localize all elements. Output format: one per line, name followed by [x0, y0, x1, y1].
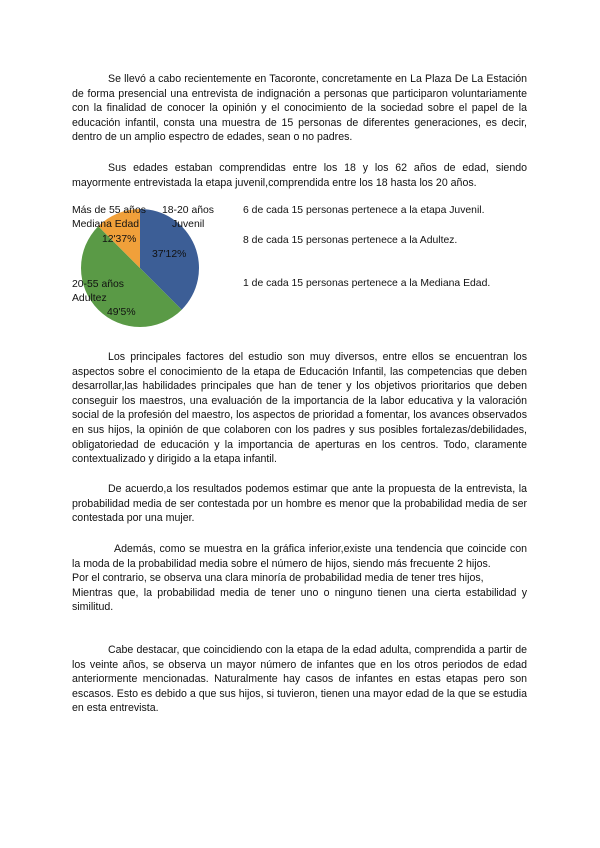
- ages-paragraph: Sus edades estaban comprendidas entre los 18 y los 62 años de edad, siendo mayormente entrevistada la etapa juvenil,comprendida entre los 18 hasta los 20 años.: [72, 162, 527, 189]
- children-line-2: Por el contrario, se observa una clara minoría de probabilidad media de tener tres hijos,: [72, 572, 484, 585]
- children-paragraph: [72, 542, 527, 615]
- intro-paragraph: Se llevó a cabo recientemente en Tacoronte, concretamente en La Plaza De La Estación de forma presencial una entrevista de indignación a personas que participaron voluntariamente con la finalidad de conocer la opinión y el conocimiento de la sociedad sobre el papel de la educación infantil, consta una muestra de 15 personas de diferentes generaciones, es decir, dentro de un amplio espectro de edades, sean o no padres.: [72, 73, 527, 144]
- label-adul-pct: 49'5%: [107, 307, 136, 318]
- note-mediana-edad: 1 de cada 15 personas pertenece a la Mediana Edad.: [243, 278, 491, 289]
- conclusion-paragraph: Cabe destacar, que coincidiendo con la etapa de la edad adulta, comprendida a partir de los veinte años, se observa un mayor número de infantes que en los otros periodos de edad anteriormente mencionadas. Naturalmente hay casos de infantes en estas etapas pero son escasos. Esto es debido a que sus hijos, si tuvieron, tienen una mayor edad de la que se estudia en esta entrevista.: [72, 644, 527, 715]
- label-mas55-line2: Mediana Edad: [72, 219, 140, 230]
- label-juv-pct: 37'12%: [152, 249, 187, 260]
- children-line-1: Además, como se muestra en la gráfica inferior,existe una tendencia que coincide con la moda de la probabilidad media sobre el número de hijos, siendo más frecuente 2 hijos.: [72, 543, 527, 570]
- label-adul-line2: Adultez: [72, 293, 107, 304]
- note-adultez: 8 de cada 15 personas pertenece a la Adultez.: [243, 235, 458, 246]
- label-mas55-pct: 12'37%: [102, 234, 137, 245]
- label-mas55-line1: Más de 55 años: [72, 205, 146, 216]
- results-paragraph: De acuerdo,a los resultados podemos estimar que ante la propuesta de la entrevista, la probabilidad media de ser contestada por un hombre es menor que la probabilidad media de ser contestada por una mujer.: [72, 483, 527, 525]
- age-pie-chart: [72, 205, 532, 335]
- label-adul-line1: 20-55 años: [72, 279, 124, 290]
- note-juvenil: 6 de cada 15 personas pertenece a la etapa Juvenil.: [243, 205, 485, 216]
- label-juv-line1: 18-20 años: [162, 205, 214, 216]
- children-line-3: Mientras que, la probabilidad media de tener uno o ninguno tienen una cierta estabilidad y similitud.: [72, 586, 527, 614]
- label-juv-line2: Juvenil: [172, 219, 205, 230]
- factors-paragraph: Los principales factores del estudio son muy diversos, entre ellos se encuentran los aspectos sobre el conocimiento de la etapa de Educación Infantil, las competencias que deben desarrollar,las habilidades principales que han de tener y los objetivos prioritarios que deben conseguir los maestros, una evaluación de la importancia de la labor educativa y la valoración social de la profesión del maestro, los aspectos de prioridad a fomentar, los avances observados en sus hijos, la opinión de que colaboren con los padres y sus posibles fortalezas/debilidades, obligatoriedad de educación y la importancia de aperturas en los centros. Todo, claramente contextualizado y dirigido a la etapa infantil.: [72, 351, 527, 466]
